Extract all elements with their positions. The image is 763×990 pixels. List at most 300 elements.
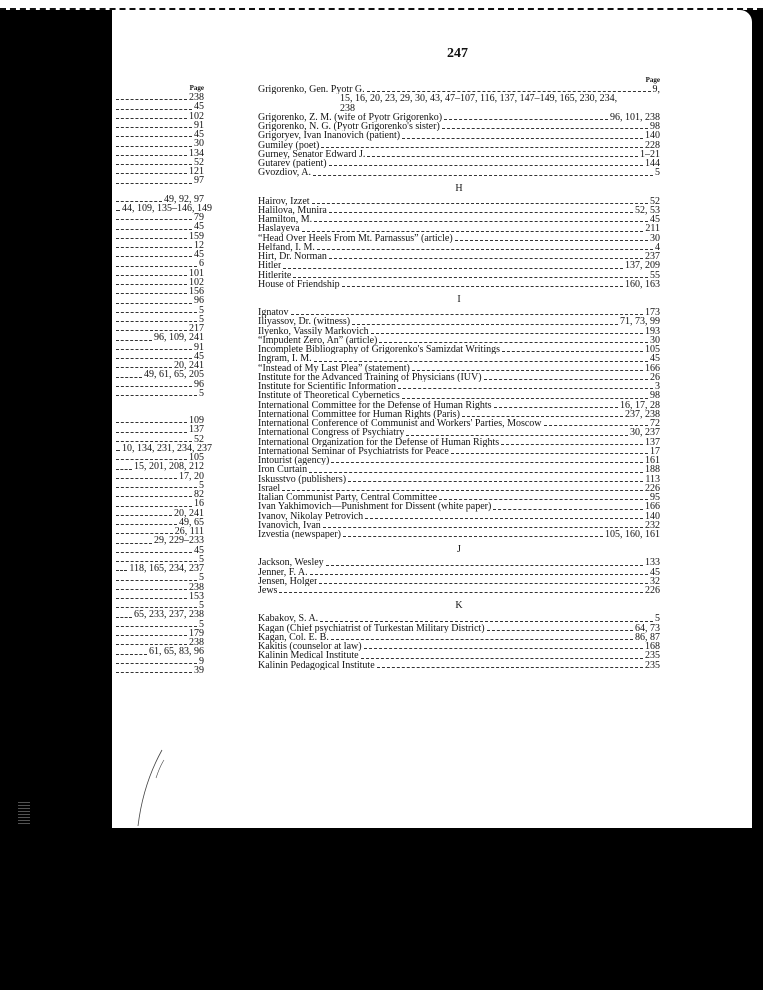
entry-term: Hairov, Izzet [258, 196, 310, 206]
leader-dots [502, 350, 643, 352]
page-reference: 91 [194, 341, 204, 353]
entry-term: Kagan, Col. E. B. [258, 632, 329, 642]
entry-term: Jews [258, 586, 278, 596]
index-entry [258, 234, 660, 243]
page-reference: 193 [645, 325, 660, 337]
entry-term: Jensen, Holger [258, 576, 318, 586]
entry-term: Grigoryev, Ivan Inanovich (patient) [258, 131, 401, 141]
page-reference: 166 [645, 501, 660, 513]
entry-continuation: 15, 16, 20, 23, 29, 30, 43, 47–107, 116, 137, 147–149, 165, 230, 234, [340, 93, 618, 105]
page-reference: 44, 109, 135–146, 149 [122, 202, 212, 214]
entry-term: Ivanovich, Ivan [258, 520, 321, 530]
index-entry [114, 121, 204, 130]
page-reference: 5 [199, 479, 204, 491]
entry-term: International Conference of Communist and Workers' Parties, Moscow [258, 419, 542, 429]
index-entry [258, 624, 660, 633]
index-entry [114, 472, 204, 481]
leader-dots [331, 461, 643, 463]
entry-term: Helfand, I. M. [258, 242, 315, 252]
page-reference: 9 [199, 655, 204, 667]
entry-term: International Congress of Psychiatry [258, 428, 405, 438]
index-entry [258, 150, 660, 159]
page-reference: 9, [652, 84, 660, 95]
entry-term: “Instead of My Last Plea” (statement) [258, 363, 410, 373]
page-reference: 238 [189, 92, 204, 103]
leader-dots [329, 257, 643, 259]
page-reference: 113 [645, 473, 660, 485]
page-reference: 17 [650, 445, 660, 457]
leader-dots [116, 560, 197, 562]
entry-term: Institute for Scientific Information [258, 382, 397, 392]
leader-dots [487, 629, 633, 631]
leader-dots [331, 638, 633, 640]
leader-dots [291, 313, 643, 315]
index-entry [258, 327, 660, 336]
index-entry [258, 215, 660, 224]
index-entry [258, 419, 660, 428]
entry-term: Hamilton, M. [258, 215, 313, 225]
index-entry [258, 530, 660, 539]
leader-dots [116, 569, 127, 571]
index-entry [114, 370, 204, 379]
leader-dots [116, 274, 187, 276]
leader-dots [116, 311, 197, 313]
entry-term: Izvestia (newspaper) [258, 530, 342, 540]
page-reference: 82 [194, 489, 204, 500]
page-reference: 105, 160, 161 [605, 529, 660, 540]
entry-continuation: 238 [340, 102, 355, 114]
index-entry [258, 122, 660, 131]
leader-dots [116, 394, 197, 396]
index-entry [258, 493, 660, 502]
index-entry [258, 614, 660, 623]
page-reference: 49, 61, 65, 205 [144, 369, 204, 381]
leader-dots [364, 647, 643, 649]
leader-dots [116, 385, 192, 387]
index-entry [114, 149, 204, 158]
leader-dots [352, 323, 618, 325]
page-reference: 5 [199, 387, 204, 399]
leader-dots [116, 348, 192, 350]
right-page-header: Page [645, 76, 660, 84]
leader-dots [116, 532, 173, 534]
index-entry [114, 202, 212, 214]
leader-dots [116, 246, 192, 248]
leader-dots [116, 421, 187, 423]
entry-term: Ilyenko, Vassily Markovich [258, 326, 369, 336]
index-gap [114, 398, 204, 407]
page-reference: 17, 20 [179, 470, 204, 482]
page-reference: 5 [199, 553, 204, 565]
leader-dots [323, 526, 643, 528]
leader-dots [116, 163, 192, 165]
index-entry [258, 568, 660, 577]
index-entry [258, 586, 660, 595]
index-entry [258, 252, 660, 261]
leader-dots [116, 606, 197, 608]
index-entry [258, 577, 660, 586]
leader-dots [371, 332, 643, 334]
page-reference: 32 [650, 575, 660, 587]
page-reference: 232 [645, 519, 660, 531]
left-column-index [114, 84, 212, 676]
leader-dots [116, 154, 187, 156]
entry-term: Institute for the Advanced Training of Physicians (IUV) [258, 372, 482, 382]
left-page-header: Page [189, 84, 204, 92]
leader-dots [116, 542, 152, 544]
index-entry [258, 141, 660, 150]
page-number: 247 [447, 46, 468, 61]
index-entry [114, 610, 204, 619]
index-entry [258, 465, 660, 474]
leader-dots [329, 211, 633, 213]
entry-term: Kagan (Chief psychiatrist of Turkestan Military District) [258, 623, 485, 633]
leader-dots [402, 137, 643, 139]
page-reference: 161 [645, 455, 660, 466]
page-reference: 188 [645, 464, 660, 476]
page-reference: 52 [194, 156, 204, 168]
index-entry [258, 401, 660, 410]
page-reference: 55 [650, 269, 660, 281]
leader-dots [320, 620, 653, 622]
index-entry [114, 241, 204, 250]
leader-dots [116, 265, 197, 267]
page-reference: 45 [194, 221, 204, 233]
page-reference: 102 [189, 110, 204, 122]
page-reference: 179 [189, 627, 204, 639]
leader-dots [116, 523, 177, 525]
page-reference: 235 [645, 650, 660, 662]
index-entry [258, 261, 660, 270]
page-reference: 134 [189, 147, 204, 159]
leader-dots [116, 302, 192, 304]
leader-dots [116, 145, 192, 147]
page-reference: 6 [199, 258, 204, 270]
page-reference: 153 [189, 590, 204, 602]
page-reference: 30, 237 [630, 427, 660, 439]
entry-term: Grigorenko, N. G. (Pyotr Grigorenko's sister) [258, 122, 440, 132]
leader-dots [412, 369, 643, 371]
leader-dots [116, 357, 192, 359]
page-reference: 3 [655, 381, 660, 392]
entry-term: Jackson, Wesley [258, 558, 324, 568]
entry-term: Gvozdiov, A. [258, 168, 311, 178]
leader-dots [116, 477, 177, 479]
index-entry [114, 296, 204, 305]
entry-term: Iron Curtain [258, 465, 308, 475]
leader-dots [501, 443, 643, 445]
leader-dots [348, 480, 643, 482]
leader-dots [406, 434, 628, 436]
leader-dots [116, 237, 187, 239]
leader-dots [116, 634, 187, 636]
index-entry [258, 382, 660, 391]
leader-dots [379, 341, 648, 343]
index-entry [114, 130, 204, 139]
page-reference: 5 [199, 304, 204, 316]
leader-dots [317, 248, 653, 250]
index-entry [114, 490, 204, 499]
page-reference: 5 [199, 618, 204, 630]
page-reference: 20, 241 [174, 360, 204, 371]
page-reference: 96, 109, 241 [154, 332, 204, 344]
leader-dots [314, 220, 648, 222]
page-reference: 159 [189, 230, 204, 242]
entry-term: House of Friendship [258, 279, 340, 289]
leader-dots [116, 486, 197, 488]
leader-dots [455, 239, 648, 241]
index-entry [114, 333, 204, 342]
page-reference: 15, 201, 208, 212 [134, 461, 204, 473]
leader-dots [442, 127, 648, 129]
entry-term: Kakitis (counselor at law) [258, 642, 362, 652]
page-reference: 101 [189, 267, 204, 279]
leader-dots [321, 146, 643, 148]
entry-term: Kalinin Medical Institute [258, 651, 359, 661]
page-reference: 30 [650, 232, 660, 244]
leader-dots [367, 90, 651, 92]
index-entry [258, 159, 660, 168]
page-reference: 72 [650, 418, 660, 429]
index-entry [258, 558, 660, 567]
page-reference: 45 [194, 350, 204, 362]
scan-artifact [18, 800, 30, 824]
page-reference: 235 [645, 659, 660, 671]
index-entry [114, 213, 204, 222]
index-entry [258, 642, 660, 651]
entry-term: Gurney, Senator Edward J. [258, 149, 366, 159]
index-entry [114, 592, 204, 601]
entry-term: Kalinin Pedagogical Institute [258, 660, 375, 670]
entry-term: “Head Over Heels From Mt. Parnassus” (article) [258, 233, 453, 243]
leader-dots [116, 255, 192, 257]
page-reference: 237, 238 [625, 408, 660, 420]
leader-dots [116, 551, 192, 553]
leader-dots [451, 452, 648, 454]
page-reference: 98 [650, 390, 660, 402]
page-reference: 133 [645, 557, 660, 569]
index-entry [258, 308, 660, 317]
page-reference: 4 [655, 241, 660, 253]
section-letter: I [457, 294, 461, 305]
page-reference: 52, 53 [635, 204, 660, 216]
leader-dots [116, 431, 187, 433]
entry-term: Ingram, I. M. [258, 354, 312, 364]
index-entry [258, 113, 660, 122]
index-entry [258, 502, 660, 511]
leader-dots [116, 671, 192, 673]
leader-dots [116, 329, 187, 331]
index-entry [258, 447, 660, 456]
page-reference: 45 [194, 544, 204, 556]
leader-dots [365, 517, 643, 519]
page-reference: 228 [645, 139, 660, 151]
index-entry [258, 373, 660, 382]
page-reference: 86, 87 [635, 631, 660, 643]
leader-dots [116, 108, 192, 110]
leader-dots [361, 657, 643, 659]
entry-term: Ivan Yakhimovich—Punishment for Dissent (white paper) [258, 502, 492, 512]
leader-dots [116, 662, 197, 664]
page-reference: 97 [194, 175, 204, 187]
leader-dots [484, 378, 648, 380]
index-entry [258, 391, 660, 400]
leader-dots [377, 666, 643, 668]
entry-term: Gumiley (poet) [258, 140, 320, 150]
page-reference: 137, 209 [625, 260, 660, 272]
page-reference: 226 [645, 585, 660, 596]
leader-dots [326, 564, 643, 566]
index-entry [114, 425, 204, 434]
page-reference: 45 [650, 353, 660, 365]
page-reference: 26, 111 [174, 526, 204, 537]
index-entry [114, 93, 204, 102]
leader-dots [116, 117, 187, 119]
entry-term: Ignatov [258, 308, 289, 318]
page-reference: 5 [199, 600, 204, 611]
index-entry [114, 287, 204, 296]
leader-dots [544, 424, 648, 426]
page-reference: 61, 65, 83, 96 [149, 646, 204, 658]
leader-dots [116, 172, 187, 174]
entry-term: International Committee for the Defense of Human Rights [258, 400, 492, 410]
leader-dots [329, 164, 643, 166]
section-letter: K [455, 600, 463, 612]
index-entry [114, 306, 204, 315]
leader-dots [116, 653, 147, 655]
index-entry [258, 243, 660, 252]
entry-term: “Impudent Zero, An” (article) [258, 335, 378, 345]
leader-dots [310, 573, 648, 575]
index-entry [114, 232, 204, 241]
index-entry [258, 206, 660, 215]
leader-dots [314, 360, 648, 362]
page-reference: 140 [645, 130, 660, 142]
entry-term: Halilova, Munira [258, 205, 327, 215]
entry-term: Israel [258, 483, 281, 493]
index-entry [114, 380, 204, 389]
leader-dots [444, 118, 608, 120]
index-entry [258, 512, 660, 521]
leader-dots [116, 292, 187, 294]
page-reference: 105 [645, 344, 660, 355]
page-reference: 65, 233, 237, 238 [134, 609, 204, 621]
index-entry [258, 271, 660, 280]
entry-term: Iskusstvo (publishers) [258, 474, 347, 484]
page-reference: 5 [655, 613, 660, 625]
page-reference: 118, 165, 234, 237 [129, 563, 204, 574]
leader-dots [116, 468, 132, 470]
leader-dots [494, 406, 618, 408]
index-entry [258, 168, 660, 177]
index-entry [258, 224, 660, 233]
page-reference: 45 [650, 566, 660, 578]
page-reference: 226 [645, 482, 660, 494]
page-reference: 5 [199, 313, 204, 325]
index-entry [258, 336, 660, 345]
leader-dots [116, 449, 120, 451]
entry-term: Haslayeva [258, 224, 300, 234]
page-reference: 105 [189, 452, 204, 463]
page-reference: 1–21 [640, 148, 660, 160]
leader-dots [367, 155, 638, 157]
margin-pencil-mark [134, 748, 174, 828]
page-reference: 39 [194, 664, 204, 676]
leader-dots [116, 643, 187, 645]
leader-dots [279, 591, 643, 593]
index-entry [258, 131, 660, 140]
index-entry [258, 280, 660, 289]
index-entry [114, 389, 204, 398]
leader-dots [116, 514, 172, 516]
page-reference: 121 [189, 166, 204, 177]
index-entry [258, 317, 660, 326]
section-letter: J [457, 544, 461, 556]
entry-term: International Committee for Human Rights (Paris) [258, 409, 460, 419]
page-reference: 95 [650, 492, 660, 503]
leader-dots [116, 597, 187, 599]
leader-dots [313, 174, 653, 176]
index-entry [258, 661, 660, 670]
index-entry [258, 484, 660, 493]
leader-dots [116, 228, 192, 230]
page-reference: 160, 163 [625, 278, 660, 290]
page-reference: 30 [650, 334, 660, 346]
leader-dots [319, 582, 648, 584]
leader-dots [116, 440, 192, 442]
index-entry [258, 521, 660, 530]
leader-dots [398, 387, 653, 389]
entry-term: International Seminar of Psychiatrists for Peace [258, 446, 449, 456]
page-reference: 45 [194, 129, 204, 140]
page-reference: 29, 229–233 [154, 535, 204, 547]
page-reference: 12 [194, 239, 204, 251]
scan-top-edge [0, 0, 763, 10]
page-reference: 52 [650, 195, 660, 207]
entry-term: Grigorenko, Z. M. (wife of Pyotr Grigorenko) [258, 112, 443, 122]
page-reference: 237 [645, 251, 660, 262]
page-reference: 96 [194, 295, 204, 307]
leader-dots [116, 218, 192, 220]
page-reference: 238 [189, 581, 204, 593]
index-entry [258, 345, 660, 354]
index-entry [258, 475, 660, 484]
entry-term: Iliyassov, Dr. (witness) [258, 317, 351, 327]
page-reference: 49, 92, 97 [164, 193, 204, 205]
index-entry [258, 633, 660, 642]
leader-dots [116, 579, 197, 581]
page-reference: 137 [645, 436, 660, 448]
leader-dots [282, 489, 643, 491]
leader-dots [116, 339, 152, 341]
entry-term: Italian Communist Party, Central Committee [258, 493, 438, 503]
entry-term: Institute of Theoretical Cybernetics [258, 391, 400, 401]
leader-dots [312, 202, 648, 204]
page-reference: 166 [645, 362, 660, 374]
page-reference: 45 [650, 214, 660, 225]
page-reference: 16, 17, 28 [620, 399, 660, 411]
index-entry [114, 167, 204, 176]
entry-term: Grigorenko, Gen. Pyotr G. [258, 85, 365, 95]
leader-dots [116, 98, 187, 100]
page-reference: 64, 73 [635, 622, 660, 634]
entry-term: Hitlerite [258, 270, 292, 280]
right-column-index [258, 76, 660, 670]
leader-dots [302, 230, 644, 232]
entry-term: Hirt, Dr. Norman [258, 252, 327, 262]
leader-dots [343, 535, 603, 537]
page-reference: 140 [645, 510, 660, 522]
